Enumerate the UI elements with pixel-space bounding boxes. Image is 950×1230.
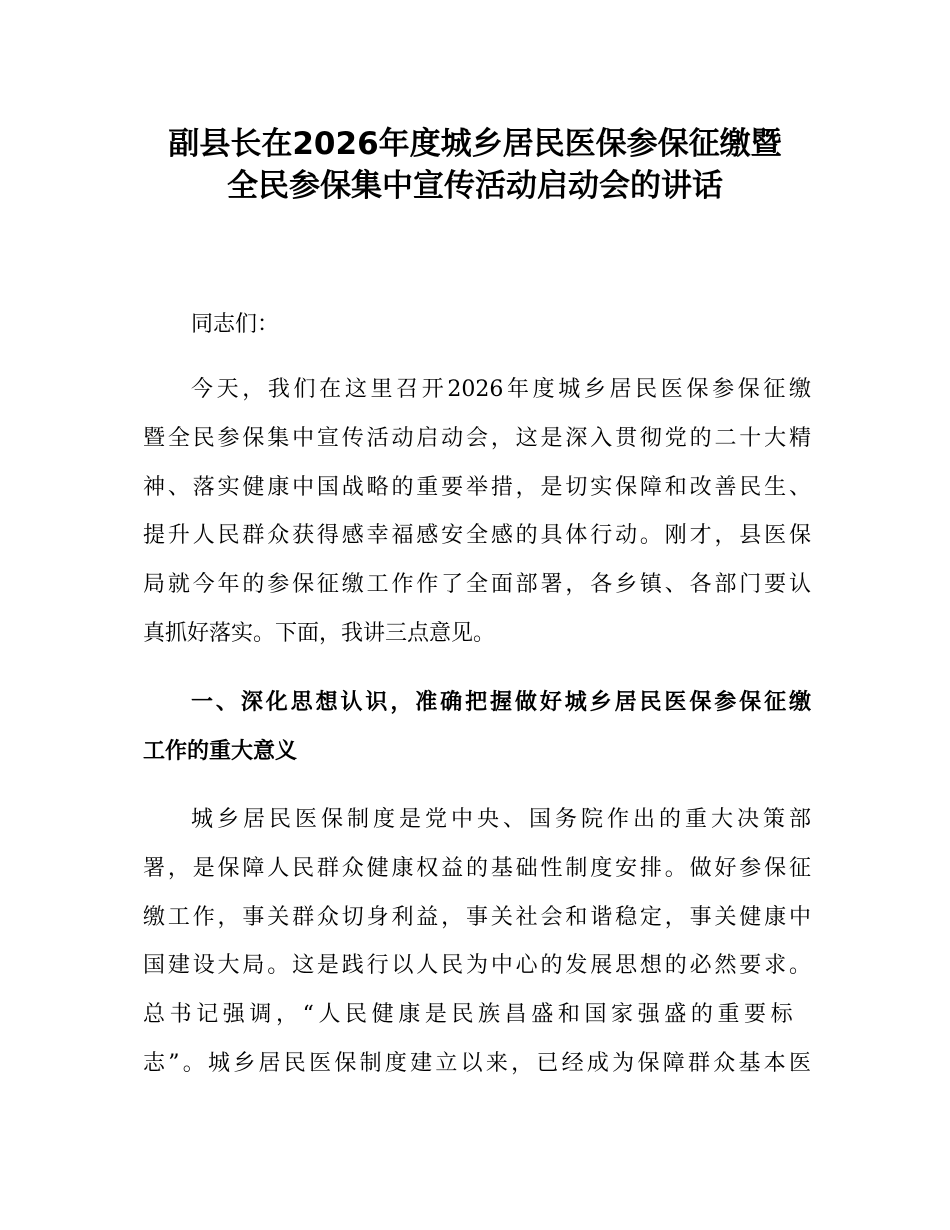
document-title-line-2: 全民参保集中宣传活动启动会的讲话 [227, 168, 723, 204]
paragraph-line: 今天，我们在这里召开2026年度城乡居民医保参保征缴 [191, 377, 811, 402]
paragraph-line: 局就今年的参保征缴工作作了全面部署，各乡镇、各部门要认 [143, 572, 811, 598]
heading-line: 工作的重大意义 [143, 738, 298, 764]
paragraph-line: 总书记强调，“人民健康是民族昌盛和国家强盛的重要标 [143, 1002, 798, 1028]
paragraph-line: 国建设大局。这是践行以人民为中心的发展思想的必然要求。 [143, 953, 811, 979]
paragraph-line: 志”。城乡居民医保制度建立以来，已经成为保障群众基本医 [143, 1050, 811, 1076]
salutation-block [143, 301, 811, 350]
paragraph-1 [143, 366, 811, 659]
salutation: 同志们： [191, 312, 280, 337]
paragraph-line: 缴工作，事关群众切身利益，事关社会和谐稳定，事关健康中 [143, 904, 811, 930]
paragraph-line: 暨全民参保集中宣传活动启动会，这是深入贯彻党的二十大精 [143, 425, 811, 451]
paragraph-line: 神、落实健康中国战略的重要举措，是切实保障和改善民生、 [143, 474, 811, 500]
document-title-line-1: 副县长在2026年度城乡居民医保参保征缴暨 [168, 126, 782, 162]
paragraph-line: 署，是保障人民群众健康权益的基础性制度安排。做好参保征 [143, 855, 811, 881]
section-heading-1 [143, 679, 811, 777]
heading-line: 一、深化思想认识，准确把握做好城乡居民医保参保征缴 [191, 690, 811, 715]
paragraph-line: 提升人民群众获得感幸福感安全感的具体行动。刚才，县医保 [143, 523, 811, 549]
paragraph-2 [143, 796, 811, 1089]
paragraph-line: 真抓好落实。下面，我讲三点意见。 [143, 620, 496, 646]
paragraph-line: 城乡居民医保制度是党中央、国务院作出的重大决策部 [191, 807, 811, 832]
